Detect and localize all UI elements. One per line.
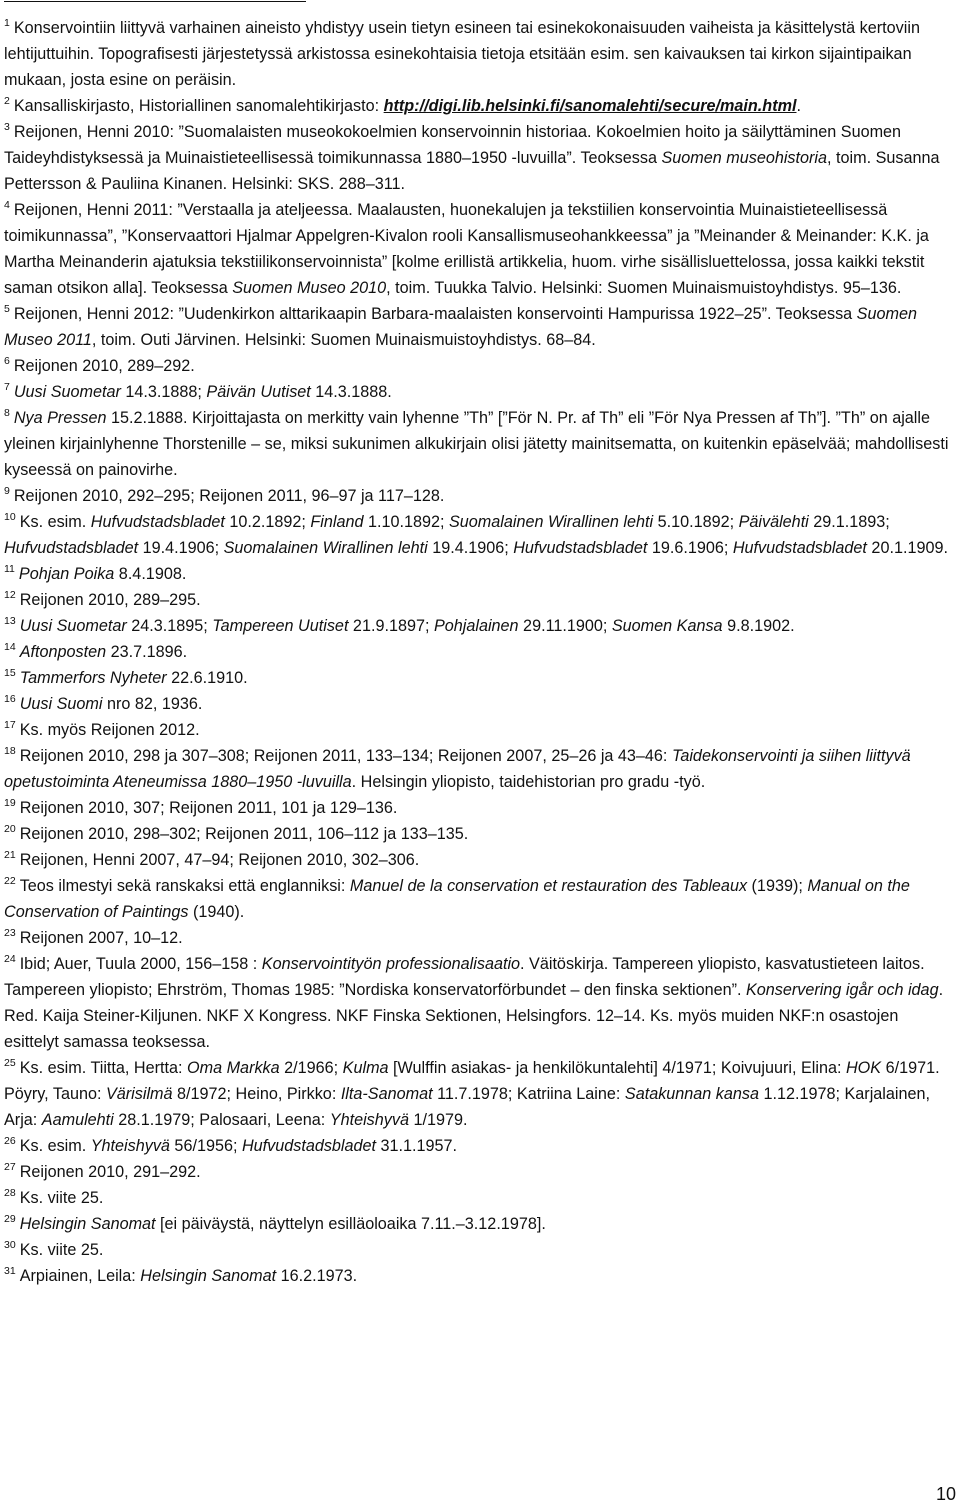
footnote-number: 11 bbox=[4, 562, 15, 575]
footnote-text: , toim. Outi Järvinen. Helsinki: Suomen Muinaismuistoyhdistys. 68–84. bbox=[91, 331, 596, 349]
footnote-text: 22.6.1910. bbox=[166, 669, 248, 687]
footnote bbox=[4, 743, 956, 795]
footnote-text: Arpiainen, Leila: bbox=[19, 1267, 141, 1285]
footnote-text: 1.10.1892; bbox=[363, 513, 449, 531]
footnote-text: 1.12.1978; Karjalainen, Arja: bbox=[4, 1085, 930, 1129]
italic-title: Yhteishyvä bbox=[90, 1137, 170, 1155]
footnote-text: 5.10.1892; bbox=[653, 513, 739, 531]
italic-title: Aamulehti bbox=[41, 1111, 114, 1129]
footnote bbox=[4, 847, 956, 873]
footnote bbox=[4, 613, 956, 639]
footnote-text: Ks. esim. bbox=[19, 1137, 91, 1155]
footnote-text: , toim. Susanna Pettersson & Pauliina Kinanen. Helsinki: SKS. 288–311. bbox=[4, 149, 940, 193]
footnote bbox=[4, 15, 956, 93]
footnote-text: 19.6.1906; bbox=[647, 539, 733, 557]
footnote bbox=[4, 1263, 956, 1289]
footnote-text: Reijonen 2010, 298–302; Reijonen 2011, 106–112 ja 133–135. bbox=[19, 825, 469, 843]
footnote-number: 16 bbox=[4, 692, 16, 705]
footnote-text: 28.1.1979; Palosaari, Leena: bbox=[113, 1111, 330, 1129]
footnote bbox=[4, 405, 956, 483]
italic-title: Taidekonservointi ja siihen liittyvä opetustoiminta Ateneumissa 1880–1950 -luvuilla bbox=[4, 747, 911, 791]
footnote-text: . bbox=[796, 97, 801, 115]
italic-title: Hufvudstadsbladet bbox=[4, 539, 139, 557]
italic-title: Suomen Kansa bbox=[611, 617, 723, 635]
footnote-text: 1/1979. bbox=[408, 1111, 468, 1129]
footnote-text: Ks. myös Reijonen 2012. bbox=[19, 721, 200, 739]
footnote-number: 31 bbox=[4, 1264, 16, 1277]
italic-title: Helsingin Sanomat bbox=[140, 1267, 277, 1285]
italic-title: Suomalainen Wirallinen lehti bbox=[223, 539, 428, 557]
footnote-text: . Red. Kaija Steiner-Kiljunen. NKF X Kongress. NKF Finska Sektionen, Helsingfors. 12–14. Ks. myös muiden NKF:n osastojen esittelyt samassa teoksessa. bbox=[4, 981, 944, 1051]
italic-title: Pohjan Poika bbox=[18, 565, 115, 583]
footnote-number: 21 bbox=[4, 848, 16, 861]
italic-title: Hufvudstadsbladet bbox=[90, 513, 225, 531]
footnote-text: 29.1.1893; bbox=[808, 513, 890, 531]
footnote-text: 24.3.1895; bbox=[126, 617, 213, 635]
footnote bbox=[4, 197, 956, 301]
footnote bbox=[4, 925, 956, 951]
footnote-number: 27 bbox=[4, 1160, 16, 1173]
footnote-text: Konservointiin liittyvä varhainen aineisto yhdistyy usein tietyn esineen tai esinekokonaisuuden vaiheista ja käsittelystä kertoviin lehtijuttuihin. Topografisesti järjestetyssä arkistossa esinekohtaisia tietoja etsitään esim. sen kaivauksen tai kirkon sijaintipaikan mukaan, josta esine on peräisin. bbox=[4, 19, 920, 89]
italic-title: Helsingin Sanomat bbox=[19, 1215, 156, 1233]
footnote bbox=[4, 639, 956, 665]
footnote-text: 9.8.1902. bbox=[722, 617, 795, 635]
footnote-number: 3 bbox=[4, 120, 10, 133]
footnote bbox=[4, 717, 956, 743]
italic-title: Hufvudstadsbladet bbox=[732, 539, 867, 557]
footnote-text: Reijonen 2010, 291–292. bbox=[19, 1163, 201, 1181]
footnote bbox=[4, 587, 956, 613]
footnote-text: 20.1.1909. bbox=[866, 539, 948, 557]
footnote-text: Reijonen 2010, 307; Reijonen 2011, 101 ja 129–136. bbox=[19, 799, 398, 817]
italic-title: Aftonposten bbox=[19, 643, 107, 661]
footnote bbox=[4, 1055, 956, 1133]
footnote-number: 19 bbox=[4, 796, 16, 809]
italic-title: Suomen museohistoria bbox=[661, 149, 828, 167]
italic-title: Suomalainen Wirallinen lehti bbox=[448, 513, 654, 531]
footnote-text: 15.2.1888. Kirjoittajasta on merkitty vain lyhenne ”Th” [”För N. Pr. af Th” eli ”För Nya Pressen af Th”]. ”Th” on ajalle yleinen kirjainlyhenne Thorstenille – se, miksi sukunimen alkukirjain olisi jätetty mainitsematta, on kuitenkin epäselvää; mahdollisesti kyseessä on painovirhe. bbox=[4, 409, 949, 479]
footnote bbox=[4, 561, 956, 587]
footnote-number: 22 bbox=[4, 874, 16, 887]
footnote-number: 1 bbox=[4, 16, 10, 29]
footnote-number: 4 bbox=[4, 198, 10, 211]
footnote-text: 19.4.1906; bbox=[138, 539, 224, 557]
footnote-text: 19.4.1906; bbox=[427, 539, 514, 557]
footnote-separator-rule bbox=[4, 1, 306, 2]
footnote-text: 31.1.1957. bbox=[376, 1137, 458, 1155]
italic-title: Nya Pressen bbox=[13, 409, 107, 427]
italic-title: Päivän Uutiset bbox=[206, 383, 311, 401]
footnote-text: (1939); bbox=[747, 877, 808, 895]
italic-title: Suomen Museo 2010 bbox=[232, 279, 387, 297]
footnote-number: 28 bbox=[4, 1186, 16, 1199]
footnote-text: Reijonen, Henni 2010: ”Suomalaisten museokokoelmien konservoinnin historiaa. Kokoelmien hoito ja säilyttäminen Suomen Taideyhdistyksessä ja Muinaistieteellisessä toimikunnassa 1880–1950 -luvuilla”. Teoksessa bbox=[4, 123, 902, 167]
footnote-text: . Väitöskirja. Tampereen yliopisto, kasvatustieteen laitos. Tampereen yliopisto; Ehrström, Thomas 1985: ”Nordiska konservatorförbundet – den finska sektionen”. bbox=[4, 955, 925, 999]
footnote-text: Reijonen 2007, 10–12. bbox=[19, 929, 183, 947]
italic-title: Kulma bbox=[342, 1059, 389, 1077]
footnote-number: 8 bbox=[4, 406, 10, 419]
footnote-text: 8/1972; Heino, Pirkko: bbox=[172, 1085, 341, 1103]
footnote bbox=[4, 665, 956, 691]
italic-title: Värisilmä bbox=[105, 1085, 173, 1103]
footnote-text: . Helsingin yliopisto, taidehistorian pro gradu -työ. bbox=[351, 773, 706, 791]
italic-title: Konservering igår och idag bbox=[746, 981, 939, 999]
footnote bbox=[4, 1159, 956, 1185]
footnote bbox=[4, 353, 956, 379]
italic-title: Uusi Suometar bbox=[13, 383, 121, 401]
footnote-text: Reijonen, Henni 2007, 47–94; Reijonen 2010, 302–306. bbox=[19, 851, 420, 869]
footnote bbox=[4, 795, 956, 821]
italic-title: Päivälehti bbox=[738, 513, 809, 531]
footnote-text: [ei päiväystä, näyttelyn esilläoloaika 7.11.–3.12.1978]. bbox=[155, 1215, 546, 1233]
url-link[interactable]: http://digi.lib.helsinki.fi/sanomalehti/secure/main.html bbox=[383, 97, 797, 115]
footnote-text: [Wulffin asiakas- ja henkilökuntalehti] 4/1971; Koivujuuri, Elina: bbox=[388, 1059, 846, 1077]
footnote bbox=[4, 301, 956, 353]
footnote bbox=[4, 691, 956, 717]
footnote bbox=[4, 1133, 956, 1159]
italic-title: Oma Markka bbox=[187, 1059, 280, 1077]
footnote-number: 24 bbox=[4, 952, 16, 965]
footnote-text: Reijonen, Henni 2011: ”Verstaalla ja ateljeessa. Maalausten, huonekalujen ja tekstiilien konservointia Muinaistieteellisessä toimikunnassa”, ”Konservaattori Hjalmar Appelgren-Kivalon rooli Kansallismuseohankkeessa” ja ”Meinander & Meinander: K.K. ja Martha Meinanderin ajatuksia tekstiilikonservoinnista” [kolme erillistä artikkelia, huom. virhe sisällisluettelossa, jossa kaikki tekstit saman otsikon alla]. Teoksessa bbox=[4, 201, 929, 297]
italic-title: Manual on the Conservation of Paintings bbox=[4, 877, 910, 921]
footnote-number: 14 bbox=[4, 640, 16, 653]
footnote-text: 14.3.1888. bbox=[310, 383, 392, 401]
footnote-text: Reijonen 2010, 292–295; Reijonen 2011, 96–97 ja 117–128. bbox=[13, 487, 445, 505]
italic-title: Hufvudstadsbladet bbox=[513, 539, 648, 557]
footnote-number: 6 bbox=[4, 354, 10, 367]
footnote-number: 5 bbox=[4, 302, 10, 315]
footnote-text: Ks. viite 25. bbox=[19, 1189, 104, 1207]
footnote-text: 14.3.1888; bbox=[120, 383, 207, 401]
footnote bbox=[4, 821, 956, 847]
footnote bbox=[4, 93, 956, 119]
footnote-text: Ibid; Auer, Tuula 2000, 156–158 : bbox=[19, 955, 262, 973]
footnote-text: Reijonen 2010, 298 ja 307–308; Reijonen 2011, 133–134; Reijonen 2007, 25–26 ja 43–46: bbox=[19, 747, 672, 765]
footnote-text: Ks. esim. bbox=[19, 513, 91, 531]
footnote bbox=[4, 873, 956, 925]
italic-title: Uusi Suomi bbox=[19, 695, 103, 713]
footnote-text: , toim. Tuukka Talvio. Helsinki: Suomen Muinaismuistoyhdistys. 95–136. bbox=[386, 279, 902, 297]
italic-title: Hufvudstadsbladet bbox=[241, 1137, 377, 1155]
footnote-text: 11.7.1978; Katriina Laine: bbox=[432, 1085, 625, 1103]
footnote-number: 30 bbox=[4, 1238, 16, 1251]
footnote-number: 18 bbox=[4, 744, 16, 757]
footnote bbox=[4, 119, 956, 197]
italic-title: Tampereen Uutiset bbox=[212, 617, 349, 635]
footnote-number: 7 bbox=[4, 380, 10, 393]
footnotes-list bbox=[4, 15, 956, 1289]
italic-title: Pohjalainen bbox=[433, 617, 519, 635]
footnote-text: 6/1971. Pöyry, Tauno: bbox=[4, 1059, 940, 1103]
footnote bbox=[4, 951, 956, 1055]
footnote-text: 8.4.1908. bbox=[114, 565, 187, 583]
footnote-text: Reijonen 2010, 289–292. bbox=[13, 357, 195, 375]
footnote-text: Kansalliskirjasto, Historiallinen sanomalehtikirjasto: bbox=[13, 97, 384, 115]
footnote bbox=[4, 1185, 956, 1211]
footnote-number: 17 bbox=[4, 718, 16, 731]
footnote bbox=[4, 509, 956, 561]
footnote-text: Reijonen, Henni 2012: ”Uudenkirkon alttarikaapin Barbara-maalaisten konservointi Hampurissa 1922–25”. Teoksessa bbox=[13, 305, 857, 323]
footnote-text: (1940). bbox=[188, 903, 245, 921]
footnote-number: 2 bbox=[4, 94, 10, 107]
italic-title: HOK bbox=[845, 1059, 882, 1077]
footnote-text: Ks. esim. Tiitta, Hertta: bbox=[19, 1059, 187, 1077]
footnote-number: 20 bbox=[4, 822, 16, 835]
footnote-number: 10 bbox=[4, 510, 16, 523]
footnote-text: 2/1966; bbox=[279, 1059, 343, 1077]
footnote-number: 13 bbox=[4, 614, 16, 627]
footnote-text: 16.2.1973. bbox=[276, 1267, 358, 1285]
footnote bbox=[4, 1211, 956, 1237]
footnote-text: Ks. viite 25. bbox=[19, 1241, 104, 1259]
footnote-number: 25 bbox=[4, 1056, 16, 1069]
footnote-text: Reijonen 2010, 289–295. bbox=[19, 591, 201, 609]
footnote-text: 29.11.1900; bbox=[518, 617, 612, 635]
italic-title: Manuel de la conservation et restauration des Tableaux bbox=[349, 877, 748, 895]
italic-title: Yhteishyvä bbox=[329, 1111, 409, 1129]
footnote-number: 15 bbox=[4, 666, 16, 679]
italic-title: Finland bbox=[310, 513, 364, 531]
footnote bbox=[4, 1237, 956, 1263]
italic-title: Tammerfors Nyheter bbox=[19, 669, 167, 687]
italic-title: Uusi Suometar bbox=[19, 617, 127, 635]
footnote-text: 23.7.1896. bbox=[106, 643, 188, 661]
footnote-text: 56/1956; bbox=[169, 1137, 242, 1155]
footnote-number: 23 bbox=[4, 926, 16, 939]
footnote-number: 12 bbox=[4, 588, 16, 601]
italic-title: Suomen Museo 2011 bbox=[4, 305, 917, 349]
italic-title: Ilta-Sanomat bbox=[340, 1085, 433, 1103]
footnote-text: Teos ilmestyi sekä ranskaksi että englanniksi: bbox=[19, 877, 350, 895]
italic-title: Satakunnan kansa bbox=[624, 1085, 759, 1103]
footnote-text: nro 82, 1936. bbox=[102, 695, 203, 713]
page-number: 10 bbox=[936, 1484, 957, 1504]
footnote-text: 10.2.1892; bbox=[224, 513, 311, 531]
footnote-text: 21.9.1897; bbox=[348, 617, 434, 635]
footnote bbox=[4, 483, 956, 509]
footnote-number: 9 bbox=[4, 484, 10, 497]
footnote bbox=[4, 379, 956, 405]
footnote-number: 29 bbox=[4, 1212, 16, 1225]
footnote-number: 26 bbox=[4, 1134, 16, 1147]
italic-title: Konservointityön professionalisaatio bbox=[261, 955, 521, 973]
